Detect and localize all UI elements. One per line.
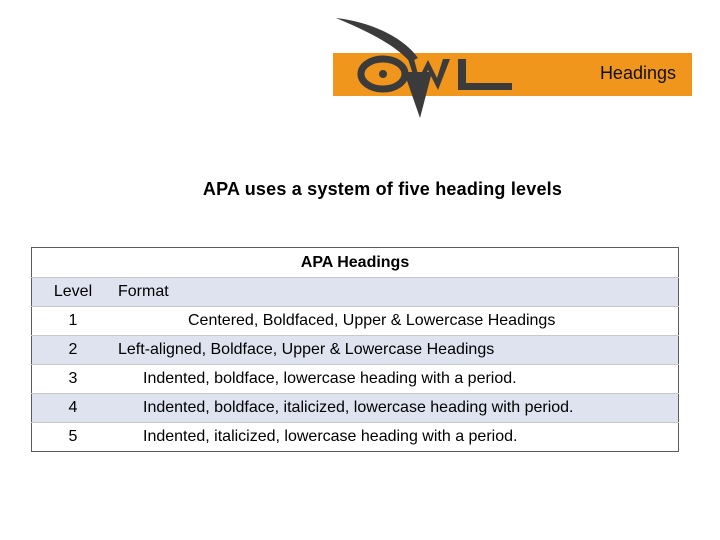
banner-title: Headings — [599, 63, 676, 83]
row-format: Indented, italicized, lowercase heading with a period. — [114, 423, 679, 452]
table-header-row — [32, 278, 679, 307]
row-level: 5 — [32, 423, 115, 452]
header-level: Level — [32, 278, 115, 307]
headline: APA uses a system of five heading levels — [202, 179, 563, 199]
row-format: Centered, Boldfaced, Upper & Lowercase Headings — [114, 307, 679, 336]
table-row — [32, 365, 679, 394]
row-level: 4 — [32, 394, 115, 423]
table-row — [32, 307, 679, 336]
row-level: 1 — [32, 307, 115, 336]
title-banner — [333, 53, 692, 96]
table-caption-row — [32, 248, 679, 278]
table-row — [32, 423, 679, 452]
table-row — [32, 336, 679, 365]
table-caption: APA Headings — [32, 248, 679, 278]
row-format: Indented, boldface, lowercase heading with a period. — [114, 365, 679, 394]
row-format: Indented, boldface, italicized, lowercase heading with period. — [114, 394, 679, 423]
row-level: 3 — [32, 365, 115, 394]
row-format: Left-aligned, Boldface, Upper & Lowercase Headings — [114, 336, 679, 365]
apa-headings-table — [31, 247, 679, 452]
row-level: 2 — [32, 336, 115, 365]
table-row — [32, 394, 679, 423]
header-format: Format — [114, 278, 679, 307]
